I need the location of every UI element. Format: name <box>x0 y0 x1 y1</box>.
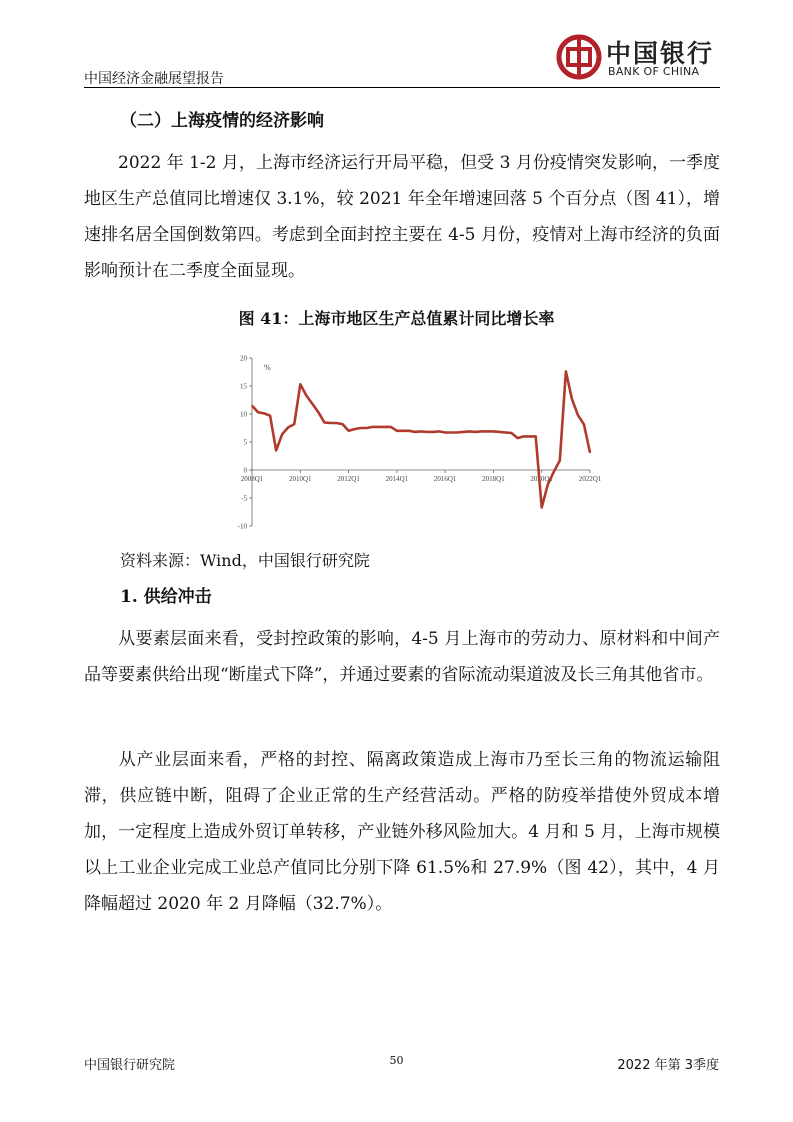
data-point <box>324 422 325 423</box>
data-point <box>390 426 391 427</box>
figure-title: 图 41：上海市地区生产总值累计同比增长率 <box>238 309 555 328</box>
logo-english-text: BANK OF CHINA <box>608 65 700 78</box>
data-point <box>493 431 494 432</box>
data-point <box>487 431 488 432</box>
data-point <box>318 412 319 413</box>
subsection-heading: 1. 供给冲击 <box>120 587 212 607</box>
data-point <box>306 395 307 396</box>
data-point <box>360 427 361 428</box>
footer-institute: 中国银行研究院 <box>84 1058 176 1073</box>
paragraph-factor-supply <box>84 621 720 693</box>
data-point <box>439 431 440 432</box>
data-point <box>541 507 542 508</box>
data-point <box>475 431 476 432</box>
data-point <box>312 403 313 404</box>
data-point <box>276 450 277 451</box>
data-point <box>505 432 506 433</box>
data-point <box>300 384 301 385</box>
data-point <box>469 431 470 432</box>
data-point <box>451 432 452 433</box>
y-tick-label: 15 <box>240 382 247 391</box>
y-tick-label: 20 <box>240 354 247 363</box>
data-point <box>414 431 415 432</box>
data-point <box>288 427 289 428</box>
data-point <box>565 371 566 372</box>
paragraph-text: 从要素层面来看，受封控政策的影响，4-5 月上海市的劳动力、原材料和中间产品等要素供给出现“断崖式下降”，并通过要素的省际流动渠道波及长三角其他省市。 <box>84 629 720 685</box>
data-point <box>457 432 458 433</box>
data-point <box>432 431 433 432</box>
data-point <box>547 484 548 485</box>
data-point <box>330 422 331 423</box>
x-tick-label: 2008Q1 <box>240 475 264 483</box>
data-point <box>523 436 524 437</box>
y-axis-unit: % <box>264 363 271 372</box>
gdp-growth-line-chart <box>222 350 602 535</box>
data-point <box>481 431 482 432</box>
data-point <box>342 423 343 424</box>
data-point <box>336 422 337 423</box>
x-tick-label: 2018Q1 <box>482 475 505 483</box>
x-tick-label: 2016Q1 <box>433 475 457 483</box>
data-point <box>583 424 584 425</box>
paragraph-shanghai-gdp <box>84 145 720 289</box>
y-tick-label: 0 <box>243 466 247 475</box>
data-point <box>589 452 590 453</box>
data-point <box>372 426 373 427</box>
y-tick-label: 5 <box>243 438 247 447</box>
logo-chinese-text: 中国银行 <box>606 39 715 68</box>
data-point <box>251 405 252 406</box>
data-point <box>517 437 518 438</box>
data-point <box>420 431 421 432</box>
section-heading: （二）上海疫情的经济影响 <box>120 111 324 131</box>
data-point <box>354 429 355 430</box>
footer-quarter: 2022 年第 3季度 <box>617 1058 719 1073</box>
y-tick-label: 10 <box>240 410 247 419</box>
data-point <box>426 431 427 432</box>
data-point <box>402 430 403 431</box>
paragraph-text: 2022 年 1-2 月，上海市经济运行开局平稳，但受 3 月份疫情突发影响，一季度地区生产总值同比增速仅 3.1%，较 2021 年全年增速回落 5 个百分点（图 41），增速排名居全国倒数第四。考虑到全面封控主要在 4-5 月份，疫情对上海市经济的负面影响预计在二季度全面显现。 <box>84 153 720 281</box>
data-point <box>535 436 536 437</box>
data-point <box>378 426 379 427</box>
bank-logo <box>556 32 726 82</box>
data-point <box>294 423 295 424</box>
x-tick-label: 2010Q1 <box>289 475 312 483</box>
x-tick-label: 2014Q1 <box>385 475 409 483</box>
data-point <box>384 426 385 427</box>
paragraph-industry-supply <box>84 742 720 922</box>
gdp-growth-series-line <box>252 371 590 507</box>
data-point <box>408 430 409 431</box>
report-title: 中国经济金融展望报告 <box>84 71 224 87</box>
data-point <box>445 432 446 433</box>
header-divider <box>84 87 720 88</box>
x-tick-label: 2020Q1 <box>530 475 553 483</box>
y-tick-label: -5 <box>241 494 247 503</box>
data-point <box>282 434 283 435</box>
data-point <box>571 398 572 399</box>
data-point <box>499 431 500 432</box>
data-point <box>553 471 554 472</box>
x-tick-label: 2012Q1 <box>337 475 360 483</box>
x-tick-label: 2022Q1 <box>578 475 602 483</box>
data-point <box>529 436 530 437</box>
data-point <box>257 412 258 413</box>
data-point <box>511 432 512 433</box>
data-point <box>366 427 367 428</box>
data-point <box>577 415 578 416</box>
data-point <box>396 430 397 431</box>
data-point <box>348 430 349 431</box>
data-point <box>463 431 464 432</box>
figure-source: 资料来源：Wind，中国银行研究院 <box>120 551 370 570</box>
data-point <box>263 413 264 414</box>
boc-emblem-icon <box>556 34 602 80</box>
page-number: 50 <box>389 1054 404 1067</box>
y-tick-label: -10 <box>237 522 247 531</box>
data-point <box>270 415 271 416</box>
data-point <box>559 460 560 461</box>
paragraph-text: 从产业层面来看，严格的封控、隔离政策造成上海市乃至长三角的物流运输阻滞，供应链中断，阻碍了企业正常的生产经营活动。严格的防疫举措使外贸成本增加，一定程度上造成外贸订单转移，产业链外移风险加大。4 月和 5 月，上海市规模以上工业企业完成工业总产值同比分别下降 61.5%和 27.9%（图 42），其中，4 月降幅超过 2020 年 2 月降幅（32.7%）。 <box>84 750 720 914</box>
